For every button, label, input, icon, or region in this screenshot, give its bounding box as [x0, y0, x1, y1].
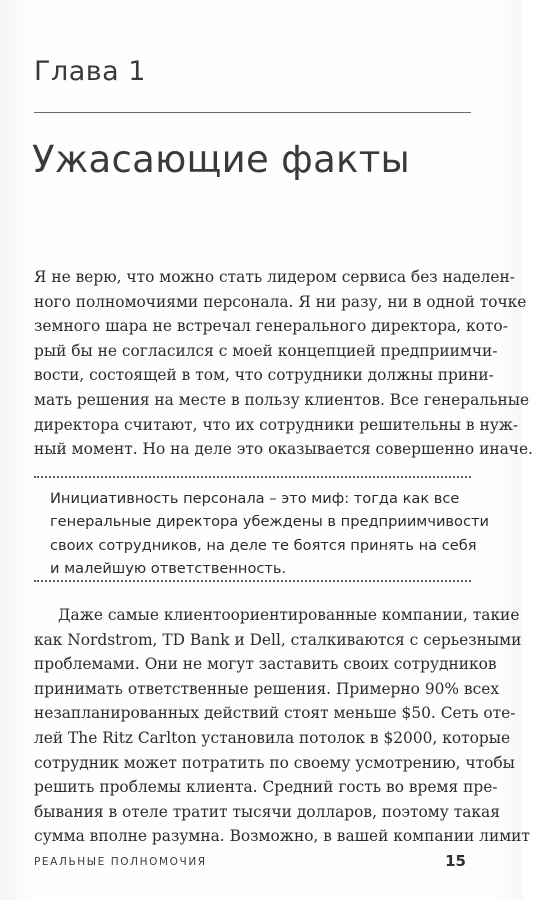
text-line: мать решения на месте в пользу клиентов. Все генеральные [34, 390, 530, 409]
text-line: Я не верю, что можно стать лидером сервиса без наделен- [34, 268, 515, 286]
text-line: как Nordstrom, TD Bank и Dell, сталкиваются с серьезными [34, 630, 522, 649]
pullquote-line: генеральные директора убеждены в предприимчивости [50, 513, 489, 531]
text-line: земного шара не встречал генерального директора, кото- [34, 317, 508, 336]
text-line: бывания в отеле тратит тысячи долларов, поэтому такая [34, 802, 500, 821]
text-line: вости, состоящей в том, что сотрудники должны прини- [34, 366, 494, 385]
text-line: сотрудник может потратить по своему усмотрению, чтобы [34, 753, 515, 772]
text-line: Даже самые клиентоориентированные компании, такие [58, 606, 520, 624]
pullquote-line: своих сотрудников, на деле те боятся принять на себя [50, 536, 477, 554]
text-line: проблемами. Они не могут заставить своих сотрудников [34, 655, 497, 674]
pullquote [50, 487, 489, 581]
text-line: принимать ответственные решения. Примерно 90% всех [34, 679, 499, 698]
pullquote-line: и малейшую ответственность. [50, 560, 287, 578]
paragraph-1 [34, 265, 533, 462]
text-line: ный момент. Но на деле это оказывается совершенно иначе. [34, 440, 533, 459]
running-footer: РЕАЛЬНЫЕ ПОЛНОМОЧИЯ [34, 856, 207, 868]
pullquote-line: Инициативность персонала – это миф: тогда как все [50, 490, 460, 507]
chapter-divider [34, 112, 471, 113]
chapter-label: Глава 1 [34, 56, 146, 87]
text-line: директора считают, что их сотрудники решительны в нуж- [34, 415, 519, 434]
text-line: решить проблемы клиента. Средний гость во время пре- [34, 778, 498, 797]
paragraph-2 [34, 603, 530, 849]
text-line: лей The Ritz Carlton установила потолок в $2000, которые [34, 728, 511, 747]
text-line: ного полномочиями персонала. Я ни разу, ни в одной точке [34, 292, 527, 311]
text-line: незапланированных действий стоят меньше $50. Сеть оте- [34, 704, 516, 723]
pullquote-bottom-rule [34, 580, 471, 582]
text-line: сумма вполне разумна. Возможно, в вашей компании лимит [34, 827, 530, 846]
chapter-title: Ужасающие факты [32, 138, 411, 181]
page-number: 15 [445, 852, 466, 870]
pullquote-top-rule [34, 476, 471, 478]
text-line: рый бы не согласился с моей концепцией предприимчи- [34, 341, 498, 360]
